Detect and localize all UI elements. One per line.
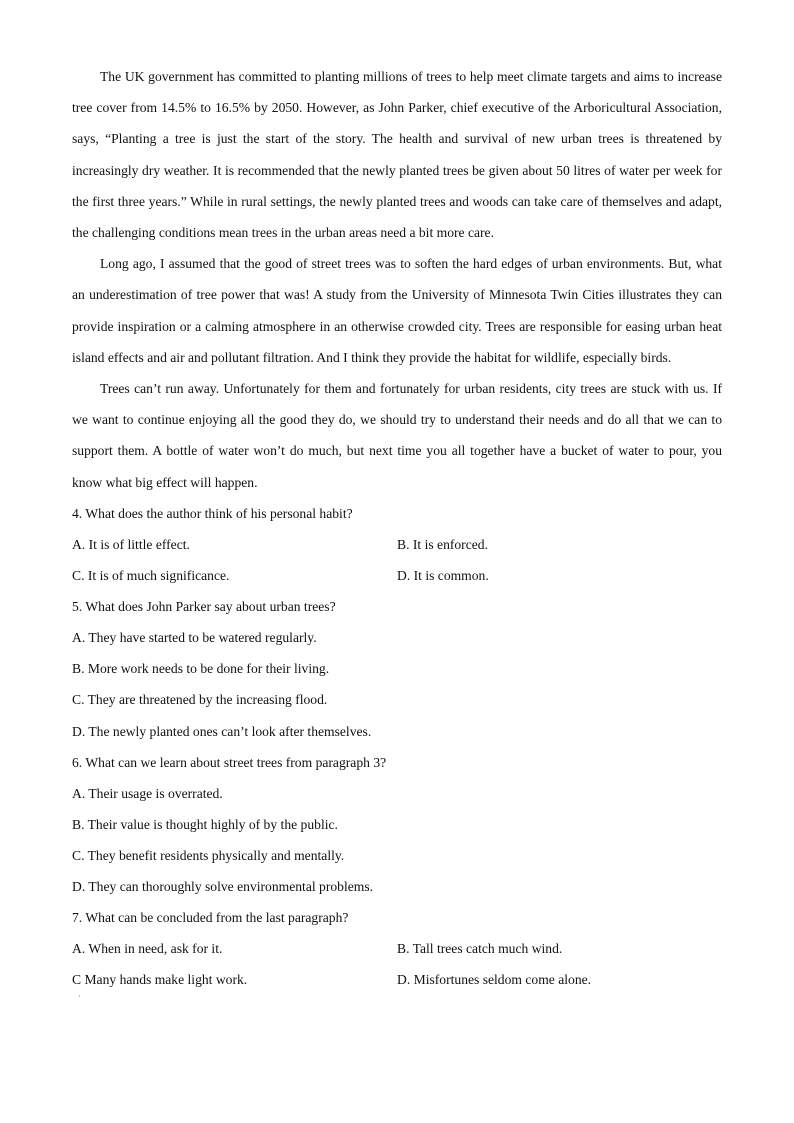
stray-mark: · [78,992,81,1001]
document-page [72,61,722,995]
question-5 [72,591,722,746]
option-row [72,529,722,560]
option-d: D. The newly planted ones can’t look after themselves. [72,723,372,739]
option-a: A. Their usage is overrated. [72,785,223,801]
option-a: A. It is of little effect. [72,536,190,552]
option-b: B. Their value is thought highly of by the public. [72,816,338,832]
option-b: B. More work needs to be done for their living. [72,661,330,677]
question-stem: 5. What does John Parker say about urban trees? [72,599,336,615]
option-a: A. They have started to be watered regularly. [72,630,317,646]
option-b: B. It is enforced. [397,536,488,552]
option-d: D. They can thoroughly solve environmental problems. [72,878,374,894]
passage-paragraph-1: The UK government has committed to planting millions of trees to help meet climate targets and aims to increase tree cover from 14.5% to 16.5% by 2050. However, as John Parker, chief executive of the Arboricultural Association, says, “Planting a tree is just the start of the story. The health and survival of new urban trees is threatened by increasingly dry weather. It is recommended that the newly planted trees be given about 50 litres of water per week for the first three years.” While in rural settings, the newly planted trees and woods can take care of themselves and adapt, the challenging conditions mean trees in the urban areas need a bit more care. [72,69,722,241]
question-4 [72,498,722,591]
option-row [72,560,722,591]
option-c: C. They benefit residents physically and mentally. [72,847,345,863]
option-c: C. It is of much significance. [72,568,230,584]
option-row [72,964,722,995]
question-stem: 6. What can we learn about street trees from paragraph 3? [72,754,387,770]
question-stem: 7. What can be concluded from the last paragraph? [72,910,349,926]
option-d: D. Misfortunes seldom come alone. [397,972,592,988]
option-c: C. They are threatened by the increasing flood. [72,692,328,708]
passage-paragraph-3: Trees can’t run away. Unfortunately for them and fortunately for urban residents, city trees are stuck with us. If we want to continue enjoying all the good they do, we should try to understand their needs and do all that we can to support them. A bottle of water won’t do much, but next time you all together have a bucket of water to pour, you know what big effect will happen. [72,381,722,490]
option-row [72,933,722,964]
option-a: A. When in need, ask for it. [72,941,223,957]
question-stem: 4. What does the author think of his personal habit? [72,505,353,521]
passage-paragraph-2: Long ago, I assumed that the good of street trees was to soften the hard edges of urban environments. But, what an underestimation of tree power that was! A study from the University of Minnesota Twin Cities illustrates they can provide inspiration or a calming atmosphere in an otherwise crowded city. Trees are responsible for easing urban heat island effects and air and pollutant filtration. And I think they provide the habitat for wildlife, especially birds. [72,256,722,365]
option-d: D. It is common. [397,568,489,584]
option-c: C Many hands make light work. [72,972,248,988]
option-b: B. Tall trees catch much wind. [397,941,563,957]
question-6 [72,747,722,902]
question-7 [72,902,722,995]
